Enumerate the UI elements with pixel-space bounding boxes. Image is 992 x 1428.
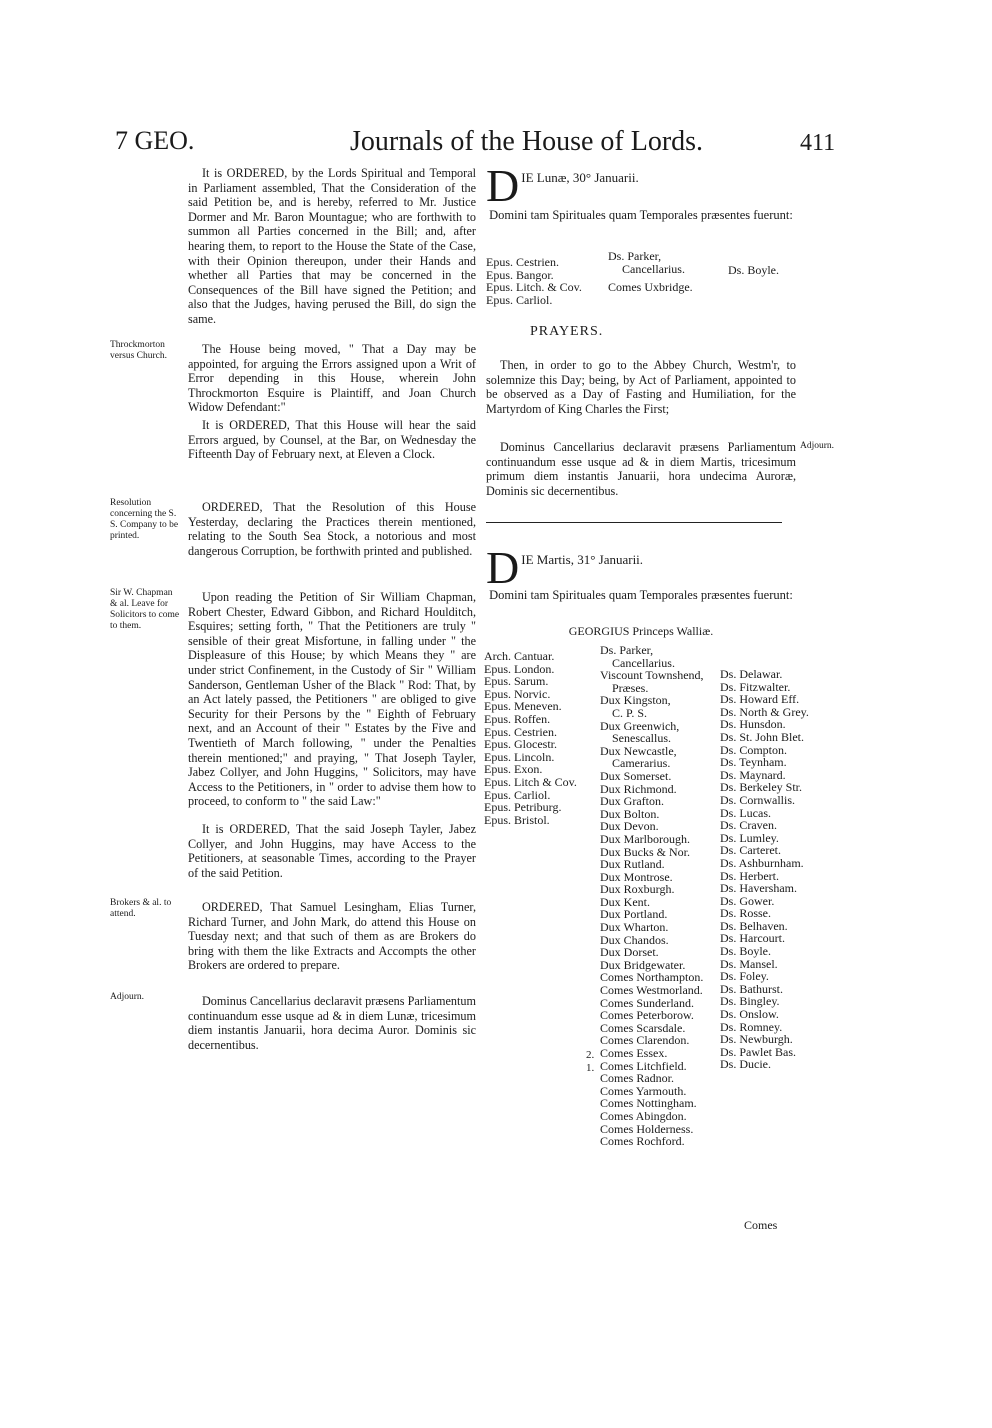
lord-name: Epus. Litch & Cov. (484, 774, 577, 789)
lord-name: Ds. Pawlet Bas. (720, 1044, 796, 1059)
lord-name: Ds. Ducie. (720, 1057, 771, 1072)
motion-throckmorton: The House being moved, " That a Day may be appointed, for arguing the Errors assigned upon a Writ of Error depending in this House, wherein John Throckmorton Esquire is Plaintiff, and Joan Church Widow Defendant:" (188, 342, 476, 415)
lord-name: Epus. Roffen. (484, 711, 551, 726)
lord-name: Comes Peterborow. (600, 1008, 694, 1023)
lord-name: Ds. Compton. (720, 742, 788, 757)
lord-name: Ds. Lumley. (720, 830, 779, 845)
lord-name: Ds. St. John Blet. (720, 729, 805, 744)
lord-name: Dux Chandos. (600, 932, 669, 947)
lord-name: Cancellarius. (612, 655, 675, 670)
lord-name: Epus. Bristol. (484, 812, 550, 827)
lord-name: Comes Abingdon. (600, 1108, 687, 1123)
drop-cap: D (486, 542, 520, 593)
lord-boyle-lunae: Ds. Boyle. (728, 263, 779, 277)
adjournment-lunae: Dominus Cancellarius declaravit præsens Parliamentum continuandum esse usque ad & in diem Lunæ, tricesimum diem instantis Januarii, hora decima Auror. Dominis sic decernentibus. (188, 994, 476, 1052)
lord-name: Comes Scarsdale. (600, 1020, 686, 1035)
lord-name: Ds. Maynard. (720, 767, 786, 782)
lord-name: Ds. Carteret. (720, 843, 781, 858)
lord-name: Epus. Carliol. (484, 787, 551, 802)
lord-name: Dux Newcastle, (600, 743, 677, 758)
lord-name: Epus. Sarum. (484, 674, 549, 689)
lord-name: Ds. Fitzwalter. (720, 679, 791, 694)
prayers-text: Then, in order to go to the Abbey Church, Westm'r, to solemnize this Day; being, by Act of Parliament, appointed to be observed as a Day of Fasting and Humiliation, for the Martyrdom of King Charles the First; (486, 358, 796, 416)
lord-name: Comes Holderness. (600, 1121, 694, 1136)
order-consideration-petition: It is ORDERED, by the Lords Spiritual and Temporal in Parliament assembled, That the Consideration of the said Petition be, and is hereby, referred to Mr. Justice Dormer and Mr. Baron Mountague; who are forthwith to summon all Parties concerned in the Bill; and, after hearing them, to report to the House the State of the Case, with their Opinion thereupon, under their Hands and whether all Parties that may be concerned in the Consequences of the Bill have signed the Petition; and also that the Judges, having perused the Bill, do sign the same. (188, 166, 476, 326)
drop-cap: D (486, 160, 520, 211)
dukes-earls-list (600, 644, 704, 1148)
order-solicitors-access: It is ORDERED, That the said Joseph Tayler, Jabez Collyer, and John Huggins, may have Access to the Petitioners, at seasonable Times, according to the Prayer of the said Petition. (188, 822, 476, 880)
lord-name: Ds. Hunsdon. (720, 717, 786, 732)
lord-name: Dux Wharton. (600, 920, 669, 935)
lord-name: Ds. Teynham. (720, 755, 787, 770)
order-errors-argued: It is ORDERED, That this House will hear the said Errors argued, by Counsel, at the Bar, on Wednesday the Fifteenth Day of February next, at Eleven a Clock. (188, 418, 476, 462)
lord-name: Ds. Mansel. (720, 956, 778, 971)
lord-name: Dux Rutland. (600, 857, 665, 872)
lord-name: Dux Dorset. (600, 945, 659, 960)
lord-name: Ds. Craven. (720, 818, 777, 833)
lord-name: Ds. Rosse. (720, 906, 772, 921)
lord-name: Dux Greenwich, (600, 718, 680, 733)
lord-name: C. P. S. (612, 705, 648, 720)
section-divider (486, 522, 782, 523)
lord-name: Ds. Bathurst. (720, 981, 783, 996)
prayers-heading: PRAYERS. (530, 324, 604, 339)
margin-mark-2: 2. (586, 1049, 595, 1061)
lord-name: Dux Kingston, (600, 693, 671, 708)
lord-name: Ds. Ashburnham. (720, 855, 804, 870)
lord-name: Ds. Lucas. (720, 805, 771, 820)
lord-name: Ds. Boyle. (720, 944, 771, 959)
lord-name: Dux Grafton. (600, 794, 664, 809)
lord-name: Ds. Belhaven. (720, 918, 788, 933)
margin-throckmorton: Throckmorton versus Church. (110, 340, 167, 361)
lord-name: Ds. Cornwallis. (720, 792, 795, 807)
lord-name: Comes Litchfield. (600, 1058, 687, 1073)
lord-name: Comes Rochford. (600, 1134, 685, 1149)
adjournment-martis: Dominus Cancellarius declaravit præsens Parliamentum continuandum esse usque ad & in diem Martis, tricesimum primum diem instantis Januarii, hora undecima Auroræ, Dominis sic decernentibus. (486, 440, 796, 498)
margin-adjourn: Adjourn. (110, 992, 145, 1002)
lord-name: Dux Somerset. (600, 768, 672, 783)
lord-name: Dux Bucks & Nor. (600, 844, 690, 859)
lord-name: Ds. Parker, (600, 643, 654, 657)
bishops-list (484, 650, 577, 826)
lord-name: Comes Essex. (600, 1046, 668, 1060)
running-head-left: 7 GEO. (115, 126, 195, 155)
barons-list (720, 668, 809, 1071)
lord-name: Camerarius. (612, 756, 671, 771)
lord-name: Comes Westmorland. (600, 983, 703, 998)
lord-name: Dux Bridgewater. (600, 957, 686, 972)
catchword: Comes (744, 1218, 778, 1232)
lord-name: Epus. Exon. (484, 762, 543, 777)
margin-brokers: Brokers & al. to attend. (110, 898, 172, 919)
present-lords-martis: Domini tam Spirituales quam Temporales præsentes fuerunt: (489, 588, 793, 602)
margin-resolution: Resolution concerning the S. S. Company to be printed. (110, 498, 179, 541)
lord-name: Comes Northampton. (600, 970, 704, 985)
lord-name: Ds. Herbert. (720, 868, 779, 883)
margin-adjourn-right: Adjourn. (800, 441, 835, 451)
lord-name: Epus. Cestrien. (484, 724, 557, 739)
lord-name: Epus. Glocestr. (484, 737, 557, 752)
lord-name: Viscount Townshend, (600, 668, 704, 683)
lord-name: Ds. Berkeley Str. (720, 780, 802, 795)
lord-name: Ds. North & Grey. (720, 704, 809, 719)
dateline-lunae: D IE Lunæ, 30° Januarii. (486, 160, 639, 211)
lord-name: Epus. Meneven. (484, 699, 562, 714)
lord-name: Epus. Petriburg. (484, 800, 562, 815)
lord-name: Præses. (612, 680, 649, 695)
lord-name: Comes Nottingham. (600, 1096, 697, 1111)
lord-name: Comes Yarmouth. (600, 1083, 687, 1098)
dateline-martis: D IE Martis, 31° Januarii. (486, 542, 644, 593)
lord-name: Ds. Harcourt. (720, 931, 785, 946)
margin-chapman: Sir W. Chapman & al. Leave for Solicitors to come to them. (110, 588, 180, 631)
lord-name: Dux Kent. (600, 894, 650, 909)
lord-name: Dux Montrose. (600, 869, 673, 884)
bishops-lunae: Epus. Cestrien. Epus. Bangor. Epus. Litch. & Cov. Epus. Carliol. (486, 255, 582, 307)
lord-name: Epus. London. (484, 661, 555, 676)
margin-mark-1: 1. (586, 1062, 595, 1074)
page-number: 411 (800, 130, 836, 156)
present-lords-lunae: Domini tam Spirituales quam Temporales præsentes fuerunt: (489, 208, 793, 222)
prince-of-wales: GEORGIUS Princeps Walliæ. (568, 624, 714, 638)
lord-name: Ds. Romney. (720, 1019, 783, 1034)
lord-name: Ds. Foley. (720, 969, 769, 984)
lord-name: Ds. Gower. (720, 893, 775, 908)
lord-name: Ds. Bingley. (720, 994, 780, 1009)
lord-name: Ds. Delawar. (720, 667, 783, 681)
lords-lunae: Ds. Parker, Cancellarius. Comes Uxbridge. (608, 249, 693, 295)
lord-name: Dux Roxburgh. (600, 882, 675, 897)
lord-name: Comes Radnor. (600, 1071, 674, 1086)
order-resolution-printed: ORDERED, That the Resolution of this House Yesterday, declaring the Practices therein mentioned, relating to the South Sea Stock, a notorious and most dangerous Corruption, be forthwith printed and published. (188, 500, 476, 558)
lord-name: Ds. Howard Eff. (720, 692, 800, 707)
page-title: Journals of the House of Lords. (350, 126, 704, 157)
lord-name: Epus. Lincoln. (484, 749, 555, 764)
lord-name: Dux Marlborough. (600, 831, 690, 846)
lord-name: Dux Portland. (600, 907, 668, 922)
lord-name: Arch. Cantuar. (484, 649, 555, 663)
lord-name: Ds. Onslow. (720, 1007, 779, 1022)
lord-name: Comes Sunderland. (600, 995, 694, 1010)
petition-chapman: Upon reading the Petition of Sir William Chapman, Robert Chester, Edward Gibbon, and Richard Houlditch, Esquires; setting forth, " That the Petitioners are truly " sensible of their great Misfortune, in falling under " the Displeasure of this House; by which Means they " are under strict Confinement, in the Custody of Sir " William Sanderson, Gentleman Usher of the Black " Rod: That, by an Act lately passed, the Petitioners " are obliged to give Security for their Persons by the " Eighth of February next, and an Account of their " Estates by the Five and Twentieth of March following, " under the Penalties therein mentioned;" and praying, " That Joseph Tayler, Jabez Collyer, and John Huggins, " Solicitors, may have Access to the Petitioners, in " order to advise them how to proceed, to conform to " the said Law:" (188, 590, 476, 809)
lord-name: Comes Clarendon. (600, 1033, 690, 1048)
lord-name: Senescallus. (612, 731, 671, 746)
lord-name: Dux Bolton. (600, 806, 660, 821)
lord-name: Dux Devon. (600, 819, 659, 834)
lord-name: Epus. Norvic. (484, 686, 551, 701)
lord-name: Ds. Newburgh. (720, 1032, 793, 1047)
order-brokers-attend: ORDERED, That Samuel Lesingham, Elias Turner, Richard Turner, and John Mark, do attend this House on Tuesday next; and that such of them as are Brokers do bring with them the like Extracts and Accompts the other Brokers are ordered to prepare. (188, 900, 476, 973)
lord-name: Ds. Haversham. (720, 881, 797, 896)
lord-name: Dux Richmond. (600, 781, 677, 796)
